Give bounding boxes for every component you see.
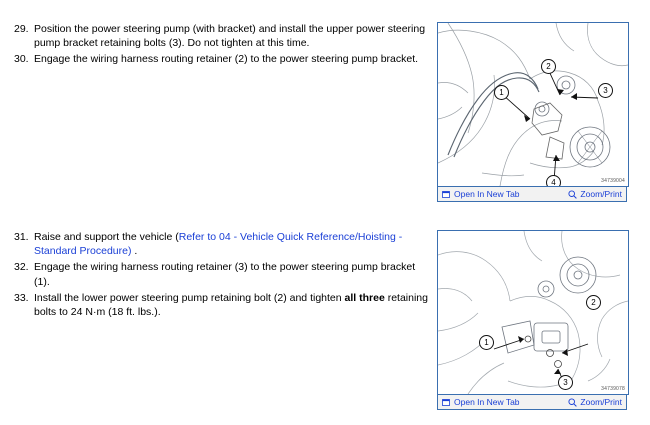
figure-1-image-id: 34739004 (601, 178, 625, 184)
open-in-new-tab-button-1[interactable] (442, 189, 520, 199)
step-text: Engage the wiring harness routing retainer (3) to the power steering pump bracket (1). (34, 261, 416, 288)
list-item (14, 52, 429, 66)
open-in-new-tab-label-2: Open In New Tab (454, 397, 520, 407)
callout-2: 2 (541, 59, 556, 74)
callout-2: 2 (586, 295, 601, 310)
zoom-print-button-1[interactable] (568, 189, 622, 199)
step-text: Position the power steering pump (with bracket) and install the upper power steering pump bracket retaining bolts (3). Do not tighten at this time. (34, 23, 426, 50)
figure-1-image (437, 22, 629, 187)
callout-3: 3 (558, 375, 573, 390)
step-number: 31. (14, 231, 29, 243)
zoom-print-label-2: Zoom/Print (580, 397, 622, 407)
open-in-new-tab-label-1: Open In New Tab (454, 189, 520, 199)
step-text: Engage the wiring harness routing retainer (2) to the power steering pump bracket. (34, 53, 419, 66)
figure-2 (437, 230, 629, 410)
step-text-after: . (131, 245, 138, 258)
step-text-before: Install the lower power steering pump retaining bolt (2) and tighten (34, 291, 345, 304)
list-item (14, 230, 429, 258)
hoisting-procedure-link[interactable]: Refer to 04 - Vehicle Quick Reference/Hoisting - Standard Procedure) (34, 231, 403, 258)
instruction-block-2 (14, 230, 429, 321)
list-item (14, 291, 429, 319)
step-number: 29. (14, 23, 29, 35)
instruction-block-1 (14, 22, 429, 69)
figure-1-toolbar (437, 187, 627, 202)
list-item (14, 260, 429, 288)
step-text (34, 291, 429, 319)
new-tab-icon (442, 398, 451, 407)
magnifier-icon (568, 190, 577, 199)
list-item (14, 22, 429, 50)
zoom-print-label-1: Zoom/Print (580, 189, 622, 199)
zoom-print-button-2[interactable] (568, 397, 622, 407)
figure-2-image (437, 230, 629, 395)
step-number: 33. (14, 291, 29, 304)
engine-illustration-1 (438, 23, 628, 186)
figure-1 (437, 22, 629, 202)
step-number: 30. (14, 53, 29, 66)
figure-2-image-id: 34739078 (601, 386, 625, 392)
callout-3: 3 (598, 83, 613, 98)
step-text (34, 230, 429, 258)
step-text-before: Raise and support the vehicle ( (34, 231, 179, 243)
callout-4: 4 (546, 175, 561, 187)
engine-illustration-2 (438, 231, 628, 394)
step-text-after: retaining bolts to 24 N·m (18 ft. lbs.). (34, 291, 428, 318)
callout-1: 1 (479, 335, 494, 350)
callout-1: 1 (494, 85, 509, 100)
step-text-emphasis: all three (344, 291, 385, 304)
magnifier-icon (568, 398, 577, 407)
new-tab-icon (442, 190, 451, 199)
open-in-new-tab-button-2[interactable] (442, 397, 520, 407)
figure-2-toolbar (437, 395, 627, 410)
step-number: 32. (14, 261, 29, 274)
